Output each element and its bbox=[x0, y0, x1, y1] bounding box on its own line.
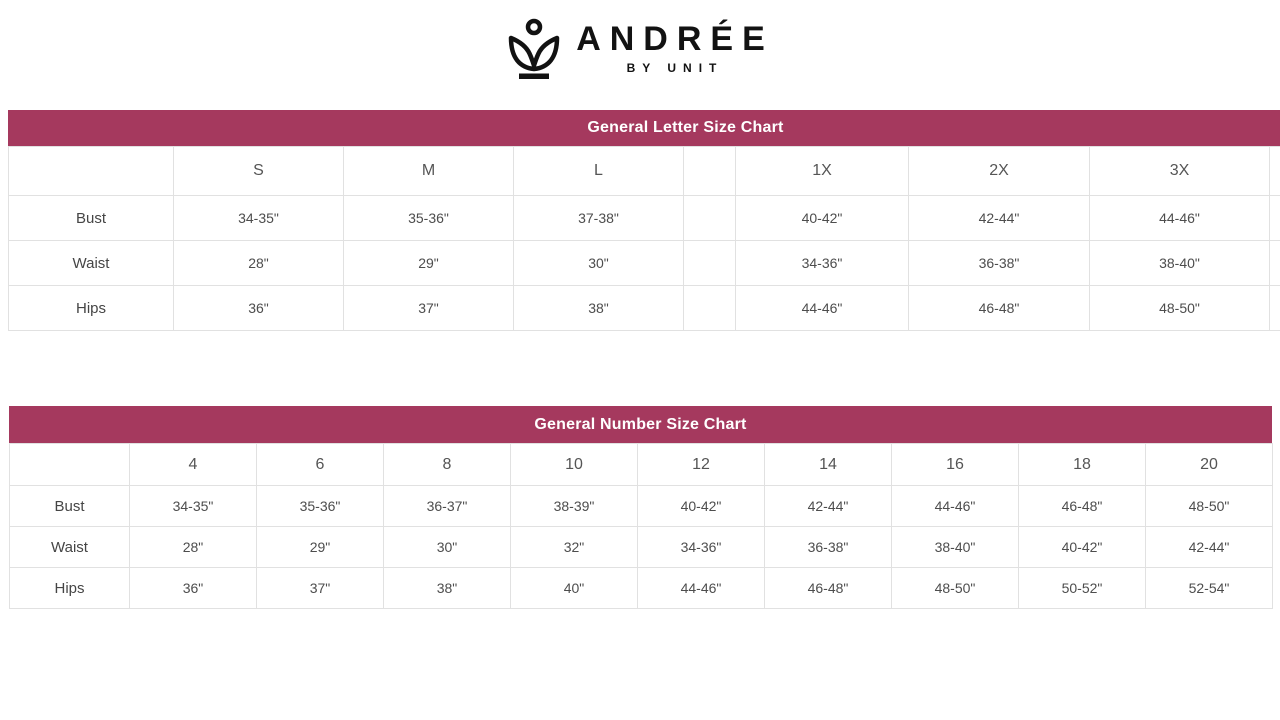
col-header-l: L bbox=[514, 147, 684, 196]
corner-cell bbox=[9, 147, 174, 196]
spacer-cell bbox=[684, 241, 736, 286]
spacer-column bbox=[684, 147, 736, 196]
col-header-2x: 2X bbox=[909, 147, 1090, 196]
cell: 38" bbox=[514, 286, 684, 331]
letter-header-row bbox=[9, 147, 1280, 196]
col-header-8: 8 bbox=[384, 444, 511, 486]
cell: 46-48" bbox=[1019, 486, 1146, 527]
cell: 46-48" bbox=[909, 286, 1090, 331]
brand-name: ANDRÉE bbox=[576, 19, 774, 58]
cell: 44-46" bbox=[638, 568, 765, 609]
col-header-s: S bbox=[174, 147, 344, 196]
clipped-cell bbox=[1270, 286, 1280, 331]
table-row-bust bbox=[10, 486, 1273, 527]
cell: 36-38" bbox=[909, 241, 1090, 286]
cell: 42-44" bbox=[1146, 527, 1273, 568]
cell: 37" bbox=[257, 568, 384, 609]
cell: 34-36" bbox=[736, 241, 909, 286]
col-header-m: M bbox=[344, 147, 514, 196]
clipped-column bbox=[1270, 147, 1280, 196]
cell: 29" bbox=[257, 527, 384, 568]
cell: 36" bbox=[174, 286, 344, 331]
cell: 35-36" bbox=[257, 486, 384, 527]
spacer-cell bbox=[684, 286, 736, 331]
cell: 52-54" bbox=[1146, 568, 1273, 609]
cell: 36" bbox=[130, 568, 257, 609]
cell: 44-46" bbox=[1090, 196, 1270, 241]
table-row-bust bbox=[9, 196, 1280, 241]
cell: 30" bbox=[514, 241, 684, 286]
cell: 42-44" bbox=[765, 486, 892, 527]
row-label: Hips bbox=[9, 286, 174, 331]
row-label: Waist bbox=[10, 527, 130, 568]
letter-size-table bbox=[8, 146, 1280, 331]
tulip-flower-icon bbox=[506, 17, 562, 79]
cell: 34-35" bbox=[174, 196, 344, 241]
number-header-row bbox=[10, 444, 1273, 486]
cell: 48-50" bbox=[892, 568, 1019, 609]
brand-text bbox=[576, 21, 774, 75]
cell: 40-42" bbox=[638, 486, 765, 527]
table-row-hips bbox=[9, 286, 1280, 331]
cell: 48-50" bbox=[1090, 286, 1270, 331]
row-label: Bust bbox=[10, 486, 130, 527]
cell: 42-44" bbox=[909, 196, 1090, 241]
cell: 35-36" bbox=[344, 196, 514, 241]
col-header-6: 6 bbox=[257, 444, 384, 486]
header bbox=[0, 0, 1280, 96]
cell: 34-35" bbox=[130, 486, 257, 527]
col-header-1x: 1X bbox=[736, 147, 909, 196]
cell: 38-40" bbox=[1090, 241, 1270, 286]
table-row-waist bbox=[9, 241, 1280, 286]
cell: 48-50" bbox=[1146, 486, 1273, 527]
number-size-table bbox=[9, 443, 1273, 609]
brand-logo[interactable] bbox=[506, 17, 774, 79]
brand-tagline: BY UNIT bbox=[626, 61, 724, 76]
cell: 28" bbox=[130, 527, 257, 568]
cell: 37" bbox=[344, 286, 514, 331]
cell: 40" bbox=[511, 568, 638, 609]
cell: 37-38" bbox=[514, 196, 684, 241]
row-label: Bust bbox=[9, 196, 174, 241]
cell: 32" bbox=[511, 527, 638, 568]
col-header-20: 20 bbox=[1146, 444, 1273, 486]
number-size-chart-title: General Number Size Chart bbox=[9, 406, 1272, 443]
cell: 40-42" bbox=[736, 196, 909, 241]
spacer-cell bbox=[684, 196, 736, 241]
col-header-14: 14 bbox=[765, 444, 892, 486]
letter-size-chart-title: General Letter Size Chart bbox=[8, 110, 1280, 146]
cell: 50-52" bbox=[1019, 568, 1146, 609]
cell: 44-46" bbox=[892, 486, 1019, 527]
clipped-cell bbox=[1270, 241, 1280, 286]
cell: 36-37" bbox=[384, 486, 511, 527]
cell: 38-40" bbox=[892, 527, 1019, 568]
cell: 29" bbox=[344, 241, 514, 286]
cell: 30" bbox=[384, 527, 511, 568]
cell: 28" bbox=[174, 241, 344, 286]
table-row-hips bbox=[10, 568, 1273, 609]
clipped-cell bbox=[1270, 196, 1280, 241]
row-label: Waist bbox=[9, 241, 174, 286]
number-size-chart bbox=[9, 406, 1272, 609]
cell: 38" bbox=[384, 568, 511, 609]
cell: 46-48" bbox=[765, 568, 892, 609]
col-header-10: 10 bbox=[511, 444, 638, 486]
row-label: Hips bbox=[10, 568, 130, 609]
col-header-4: 4 bbox=[130, 444, 257, 486]
col-header-3x: 3X bbox=[1090, 147, 1270, 196]
col-header-18: 18 bbox=[1019, 444, 1146, 486]
col-header-12: 12 bbox=[638, 444, 765, 486]
corner-cell bbox=[10, 444, 130, 486]
col-header-16: 16 bbox=[892, 444, 1019, 486]
cell: 36-38" bbox=[765, 527, 892, 568]
table-row-waist bbox=[10, 527, 1273, 568]
cell: 34-36" bbox=[638, 527, 765, 568]
cell: 40-42" bbox=[1019, 527, 1146, 568]
letter-size-chart bbox=[8, 110, 1280, 331]
cell: 44-46" bbox=[736, 286, 909, 331]
cell: 38-39" bbox=[511, 486, 638, 527]
